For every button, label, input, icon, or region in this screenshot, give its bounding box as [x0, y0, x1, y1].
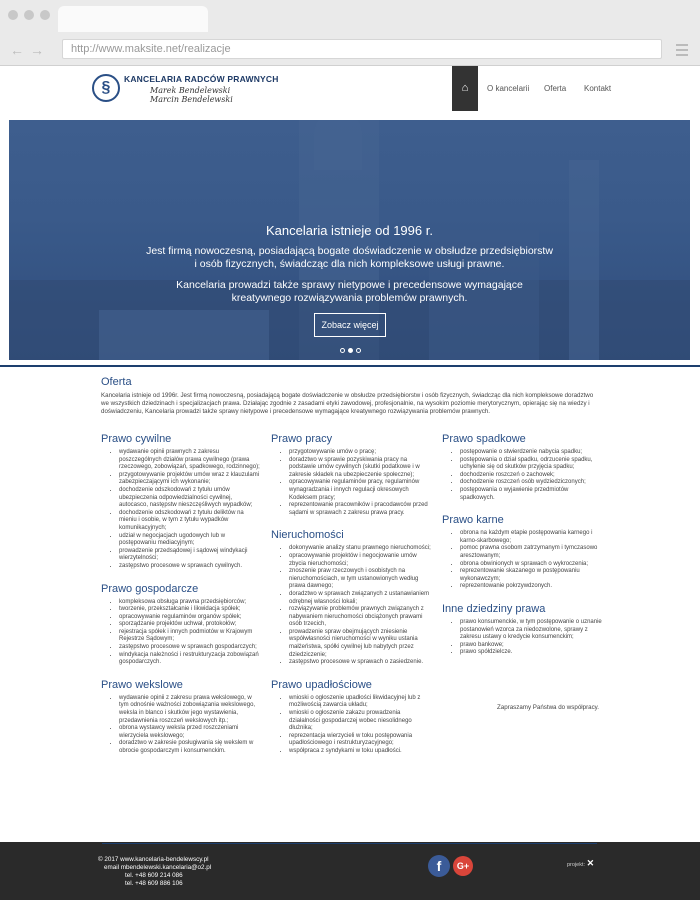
list-item: • dochodzenie roszczeń osób wydziedziczonych; [460, 479, 602, 487]
hero-line-2: i osób fizycznych, świadcząc dla nich kompleksowe usługi prawne. [194, 258, 505, 270]
browser-tab[interactable] [58, 6, 208, 32]
hero-line-1: Jest firmą nowoczesną, posiadającą bogate doświadczenie w obsłudze przedsiębiorstw [146, 245, 553, 257]
list-item: • doradztwo w zakresie posługiwania się wekslem w obrocie gospodarczym i konsumenckim. [119, 740, 261, 755]
section-title-upadlosciowe: Prawo upadłościowe [271, 678, 372, 691]
list-item: • prawo bankowe; [460, 642, 602, 650]
list-item: • kompleksowa obsługa prawna przedsiębiorców; [119, 599, 261, 607]
section-title-wekslowe: Prawo wekslowe [101, 678, 183, 691]
offer-intro: Kancelaria istnieje od 1996r. Jest firmą nowoczesną, posiadającą bogate doświadczenie w obsłudze przedsiębiorstw i osób fizycznych, świadcząc dla nich kompleksowe doradztwo we wszystkich dziedzinach i specjalizacjach prawa. Działając zgodnie z zasadami etyki zawodowej, profesjonalnie, na wysokim poziomie merytorycznym, opierając się na wiedzy i doświadczeniu, Kancelaria prowadzi także sprawy nietypowe i precedensowe wymagające kreatywnego rozwiązywania problemów prawnych. [101, 392, 594, 415]
logo-name-2: Marcin Bendelewski [150, 95, 233, 104]
logo-name-1: Marek Bendelewski [150, 86, 231, 95]
list-item: • windykacja należności i restrukturyzacja zobowiązań gospodarczych. [119, 652, 261, 667]
footer-divider [102, 843, 597, 844]
footer-tel-2: tel. +48 609 886 106 [125, 880, 183, 887]
list-item: • prowadzenie spraw obejmujących zniesienie współwłasności nieruchomości w wyniku ustania małżeństwa, spółki cywilnej lub nabytych przez dziedziczenie; [289, 629, 431, 659]
list-nieruchomosci [271, 545, 431, 667]
list-item: • dochodzenie odszkodowań z tytułu umów ubezpieczenia odpowiedzialności cywilnej, autocasco, następstw nieszczęśliwych wypadków; [119, 487, 261, 510]
home-button[interactable] [452, 66, 478, 111]
slider-dot-active[interactable] [348, 348, 353, 353]
footer-copyright[interactable]: © 2017 www.kancelaria-bendelewscy.pl [98, 856, 209, 863]
project-credit[interactable] [567, 858, 594, 869]
window-controls [8, 10, 50, 20]
section-title-inne: Inne dziedziny prawa [442, 602, 546, 615]
list-item: • zastępstwo procesowe w sprawach cywilnych. [119, 563, 261, 571]
facebook-icon[interactable]: f [428, 855, 450, 877]
hero-title: Kancelaria istnieje od 1996 r. [266, 223, 433, 238]
list-item: • wnioski o ogłoszenie upadłości likwidacyjnej lub z możliwością zawarcia układu; [289, 695, 431, 710]
column-right [442, 433, 602, 669]
list-item: • znoszenie praw rzeczowych i osobistych na nieruchomościach, w tym ustanowionych według prawa dawnego; [289, 568, 431, 591]
list-gospodarcze [101, 599, 261, 667]
list-pracy [271, 449, 431, 517]
list-item: • obrona na każdym etapie postępowania karnego i karno-skarbowego; [460, 530, 602, 545]
list-wekslowe [101, 695, 261, 756]
project-label: projekt: [567, 862, 586, 868]
list-item: • prawo spółdzielcze. [460, 649, 602, 657]
list-item: • wydawanie opinii z zakresu prawa wekslowego, w tym odnośnie ważności zobowiązania wekslowego, weksla in blanco i skutków jego wystawienia, przedawnienia roszczeń wekslowych itp.; [119, 695, 261, 725]
section-divider [0, 365, 700, 367]
list-item: • reprezentowanie skazanego w postępowaniu wykonawczym; [460, 568, 602, 583]
list-item: • rozwiązywanie problemów prawnych związanych z nabywaniem nieruchomości obciążonych prawami osób trzecich, [289, 606, 431, 629]
list-item: • dochodzenie roszczeń o zachowek; [460, 472, 602, 480]
address-bar[interactable] [62, 39, 662, 59]
list-item: • obrona obwinionych w sprawach o wykroczenia; [460, 561, 602, 569]
section-title-pracy: Prawo pracy [271, 433, 333, 445]
list-spadkowe [442, 449, 602, 502]
designer-logo-icon: ✕ [586, 858, 595, 868]
list-item: • rejestracja spółek i innych podmiotów w Krajowym Rejestrze Sądowym; [119, 629, 261, 644]
list-item: • reprezentowanie pracowników i pracodawców przed sądami w sprawach z zakresu prawa pracy. [289, 502, 431, 517]
list-item: • opracowywanie regulaminów organów spółek; [119, 614, 261, 622]
list-item: • prowadzenie przedsądowej i sądowej windykacji wierzytelności; [119, 548, 261, 563]
menu-icon[interactable] [676, 44, 688, 59]
list-upadlosciowe [271, 695, 431, 756]
logo-title: KANCELARIA RADCÓW PRAWNYCH [124, 74, 279, 84]
list-item: • opracowywanie projektów i negocjowanie umów zbycia nieruchomości; [289, 553, 431, 568]
section-title-cywilne: Prawo cywilne [101, 433, 172, 445]
list-item: • reprezentowanie pokrzywdzonych. [460, 583, 602, 591]
list-item: • doradztwo w sprawach związanych z ustanawianiem odrębnej własności lokali; [289, 591, 431, 606]
column-left [101, 433, 261, 768]
hero-slider [9, 120, 690, 360]
section-title-spadkowe: Prawo spadkowe [442, 433, 526, 445]
list-item: • współpraca z syndykami w toku upadłości. [289, 748, 431, 756]
list-item: • opracowywanie regulaminów pracy, regulaminów wynagradzania i innych regulacji okresowych Kodeksem pracy; [289, 479, 431, 502]
forward-arrow-icon[interactable]: → [30, 42, 50, 58]
list-item: • postępowanie o stwierdzenie nabycia spadku; [460, 449, 602, 457]
list-item: • przygotowywanie umów o pracę; [289, 449, 431, 457]
slider-dots [340, 348, 361, 353]
column-middle [271, 433, 431, 768]
list-item: • tworzenie, przekształcanie i likwidacja spółek; [119, 606, 261, 614]
list-item: • zastępstwo procesowe w sprawach gospodarczych; [119, 644, 261, 652]
list-item: • pomoc prawna osobom zatrzymanym i tymczasowo aresztowanym; [460, 545, 602, 560]
slider-dot[interactable] [340, 348, 345, 353]
footer-tel-1: tel. +48 609 214 086 [125, 872, 183, 879]
google-plus-icon[interactable]: G+ [453, 856, 473, 876]
nav-oferta[interactable]: Oferta [544, 84, 567, 93]
offer-title: Oferta [101, 376, 132, 388]
footer-contact [98, 856, 211, 888]
hero-line-4: kreatywnego rozwiązywania problemów prawnych. [231, 292, 468, 304]
back-arrow-icon[interactable]: ← [10, 42, 30, 58]
list-item: • sporządzanie projektów uchwał, protokołów; [119, 621, 261, 629]
list-inne [442, 619, 602, 657]
closing-text: Zapraszamy Państwa do współpracy. [497, 704, 600, 711]
url-text: http://www.maksite.net/realizacje [71, 43, 231, 55]
list-item: • dokonywanie analizy stanu prawnego nieruchomości; [289, 545, 431, 553]
slider-dot[interactable] [356, 348, 361, 353]
list-item: • postępowania o wyjawienie przedmiotów spadkowych. [460, 487, 602, 502]
section-title-karne: Prawo karne [442, 514, 504, 527]
list-item: • przygotowywanie projektów umów wraz z klauzulami zabezpieczającymi ich wykonanie; [119, 472, 261, 487]
list-item: • dochodzenie odszkodowań z tytułu deliktów na mieniu i osobie, w tym z tytułu wypadków komunikacyjnych; [119, 510, 261, 533]
list-item: • zastępstwo procesowe w sprawach o zasiedzenie. [289, 659, 431, 667]
home-icon: ⌂ [461, 82, 469, 94]
logo-icon[interactable]: § [92, 74, 120, 102]
hero-line-3: Kancelaria prowadzi także sprawy nietypowe i precedensowe wymagające [176, 279, 523, 291]
section-title-gospodarcze: Prawo gospodarcze [101, 582, 199, 595]
nav-kontakt[interactable]: Kontakt [584, 84, 612, 93]
maximize-window-button[interactable] [40, 10, 50, 20]
list-item: • wnioski o ogłoszenie zakazu prowadzenia działalności gospodarczej wobec niesolidnego dłużnika; [289, 710, 431, 733]
browser-nav [10, 42, 50, 58]
list-item: • udział w negocjacjach ugodowych lub w postępowaniu mediacyjnym; [119, 533, 261, 548]
browser-chrome [0, 0, 700, 66]
minimize-window-button[interactable] [24, 10, 34, 20]
list-item: • prawo konsumenckie, w tym postępowanie o uznanie postanowień wzorca za niedozwolone, sprawy z zakresu ustawy o kredycie konsumenckim; [460, 619, 602, 642]
section-title-nieruchomosci: Nieruchomości [271, 529, 344, 542]
list-item: • doradztwo w sprawie pozyskiwania pracy na podstawie umów cywilnych (skutki podatkowe i w zakresie składek na ubezpieczenie społeczne); [289, 457, 431, 480]
close-window-button[interactable] [8, 10, 18, 20]
list-item: • obrona wystawcy weksla przed roszczeniami wierzyciela wekslowego; [119, 725, 261, 740]
list-item: • postępowania o dział spadku, odrzucenie spadku, uchylenie się od skutków przyjęcia spadku; [460, 457, 602, 472]
nav-o-kancelarii[interactable]: O kancelarii [487, 84, 530, 93]
list-item: • wydawanie opinii prawnych z zakresu poszczególnych działów prawa cywilnego (prawa rzeczowego, zobowiązań, spadkowego, rodzinnego); [119, 449, 261, 472]
list-cywilne [101, 449, 261, 571]
list-karne [442, 530, 602, 591]
list-item: • reprezentacja wierzycieli w toku postępowania upadłościowego i restrukturyzacyjnego; [289, 733, 431, 748]
footer-email[interactable]: email mbendelewski.kancelaria@o2.pl [104, 864, 212, 871]
see-more-button[interactable]: Zobacz więcej [314, 313, 386, 337]
